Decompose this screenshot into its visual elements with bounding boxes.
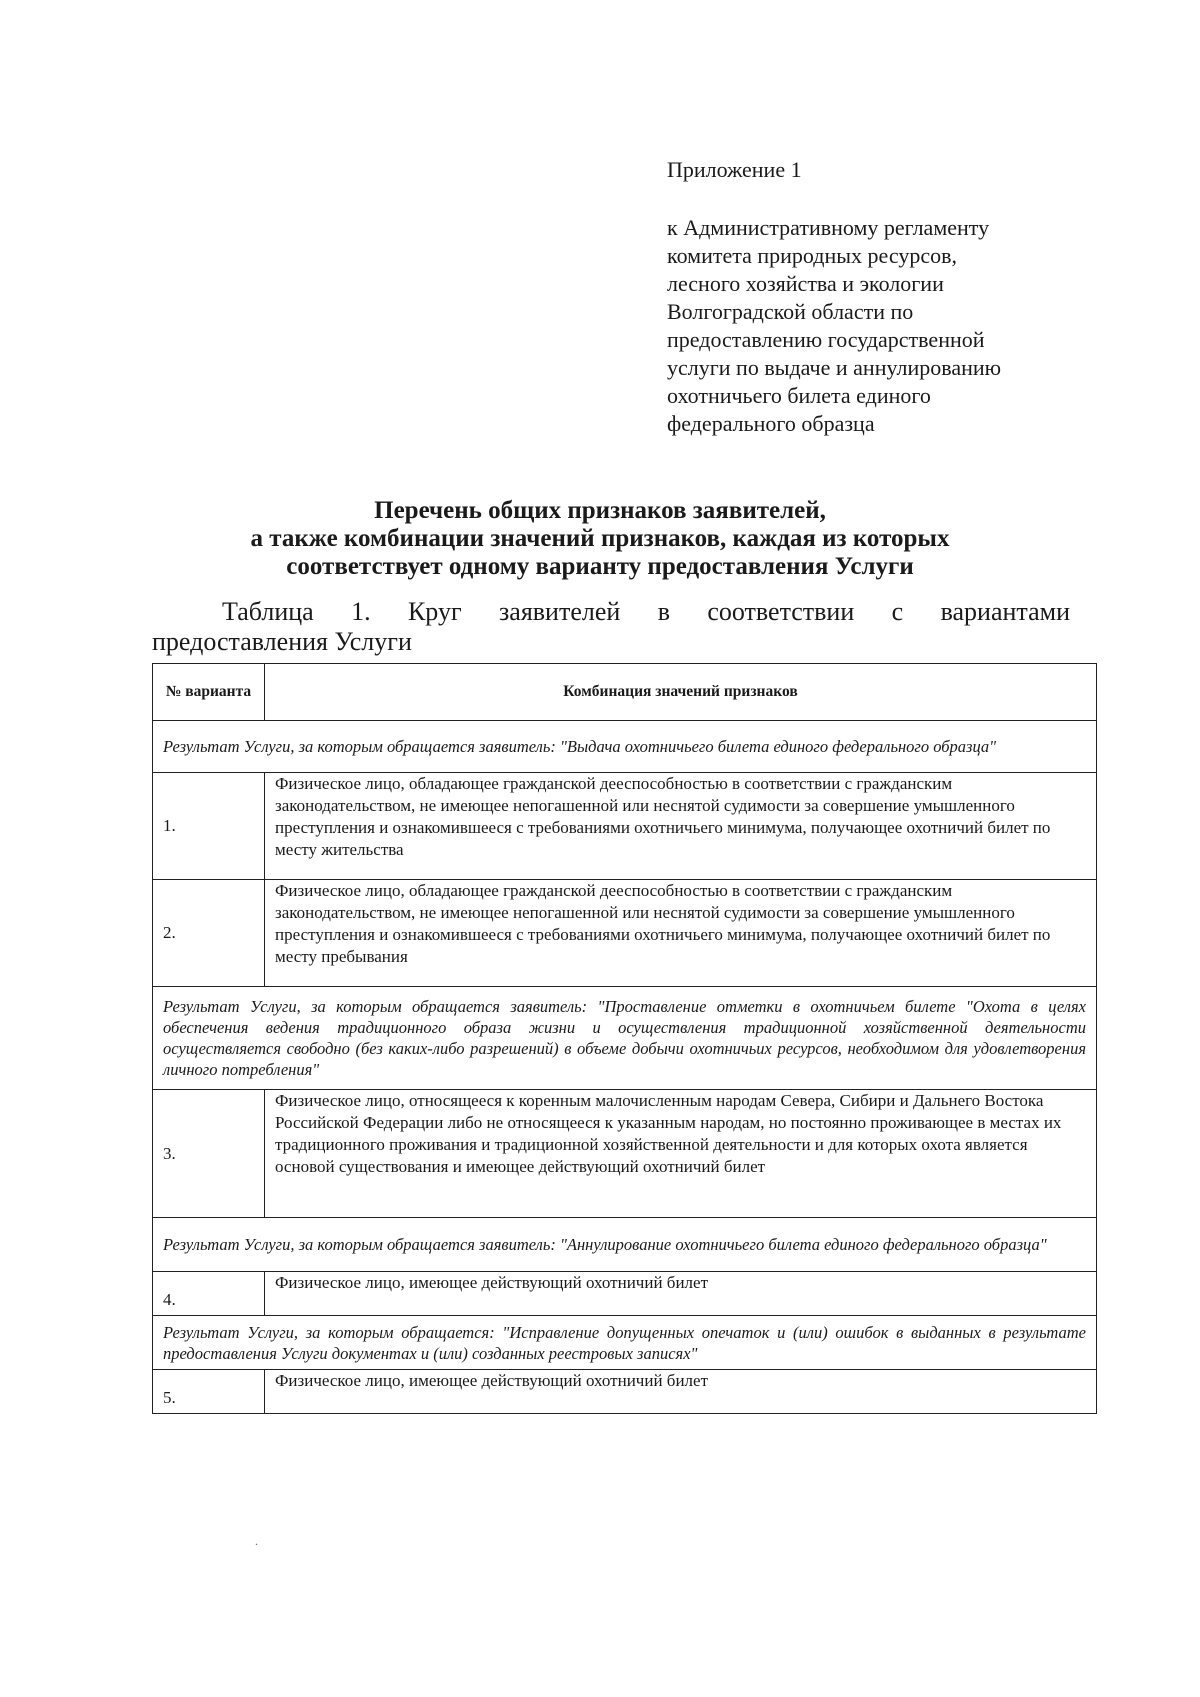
appendix-title: Приложение 1 [667, 157, 802, 182]
variant-row [153, 1090, 1097, 1218]
result-text: Результат Услуги, за которым обращается заявитель: "Проставление отметки в охотничьем билете "Охота в целях обеспечения ведения традиционного образа жизни и осуществления традиционной хозяйственной деятельности осуществляется свободно (без каких-либо разрешений) в объеме добычи охотничьих ресурсов, необходимом для удовлетворения личного потребления" [153, 987, 1097, 1090]
appendix-line: лесного хозяйства и экологии [667, 271, 944, 296]
table-caption [152, 597, 1070, 657]
appendix-line: Волгоградской области по [667, 299, 914, 324]
caption-line-1: Таблица 1. Круг заявителей в соответствии с вариантами [222, 597, 1070, 626]
document-heading [150, 497, 1050, 581]
appendix-line: предоставлению государственной [667, 327, 985, 352]
variant-description: Физическое лицо, имеющее действующий охотничий билет [265, 1370, 1097, 1414]
heading-line: а также комбинации значений признаков, каждая из которых [250, 525, 950, 552]
applicants-table [152, 663, 1097, 1414]
result-row [153, 1218, 1097, 1272]
variant-number: 5. [153, 1370, 265, 1414]
variant-number: 4. [153, 1272, 265, 1316]
scan-speck: . [255, 1534, 258, 1548]
variant-row [153, 1370, 1097, 1414]
variant-row [153, 880, 1097, 987]
variant-row [153, 773, 1097, 880]
variant-number: 1. [153, 773, 265, 880]
variant-number: 3. [153, 1090, 265, 1218]
variant-description: Физическое лицо, имеющее действующий охотничий билет [265, 1272, 1097, 1316]
appendix-line: охотничьего билета единого [667, 383, 931, 408]
variant-description: Физическое лицо, относящееся к коренным малочисленным народам Севера, Сибири и Дальнего Востока Российской Федерации либо не относящееся к указанным народам, но постоянно проживающее в местах их традиционного проживания и традиционной хозяйственной деятельности и для которых охота является основой существования и имеющее действующий охотничий билет [265, 1090, 1097, 1218]
variant-row [153, 1272, 1097, 1316]
appendix-line: федерального образца [667, 411, 875, 436]
result-row [153, 1316, 1097, 1370]
heading-line: Перечень общих признаков заявителей, [374, 497, 826, 524]
appendix-line: услуги по выдаче и аннулированию [667, 355, 1002, 380]
variant-description: Физическое лицо, обладающее гражданской дееспособностью в соответствии с гражданским законодательством, не имеющее непогашенной или неснятой судимости за совершение умышленного преступления и ознакомившееся с требованиями охотничьего минимума, получающее охотничий билет по месту жительства [265, 773, 1097, 880]
result-row [153, 987, 1097, 1090]
appendix-block [667, 156, 1087, 438]
variant-description: Физическое лицо, обладающее гражданской дееспособностью в соответствии с гражданским законодательством, не имеющее непогашенной или неснятой судимости за совершение умышленного преступления и ознакомившееся с требованиями охотничьего минимума, получающее охотничий билет по месту пребывания [265, 880, 1097, 987]
table-header-row [153, 664, 1097, 721]
appendix-line: комитета природных ресурсов, [667, 243, 957, 268]
result-text: Результат Услуги, за которым обращается: "Исправление допущенных опечаток и (или) ошибок в выданных в результате предоставления Услуги документах и (или) созданных реестровых записях" [153, 1316, 1097, 1370]
header-combination: Комбинация значений признаков [265, 664, 1097, 721]
variant-number: 2. [153, 880, 265, 987]
result-text: Результат Услуги, за которым обращается заявитель: "Выдача охотничьего билета единого федерального образца" [153, 721, 1097, 773]
result-row [153, 721, 1097, 773]
caption-line-2: предоставления Услуги [152, 627, 412, 656]
appendix-line: к Административному регламенту [667, 215, 990, 240]
header-variant-number: № варианта [153, 664, 265, 721]
result-text: Результат Услуги, за которым обращается заявитель: "Аннулирование охотничьего билета единого федерального образца" [153, 1218, 1097, 1272]
heading-line: соответствует одному варианту предоставления Услуги [286, 553, 914, 580]
